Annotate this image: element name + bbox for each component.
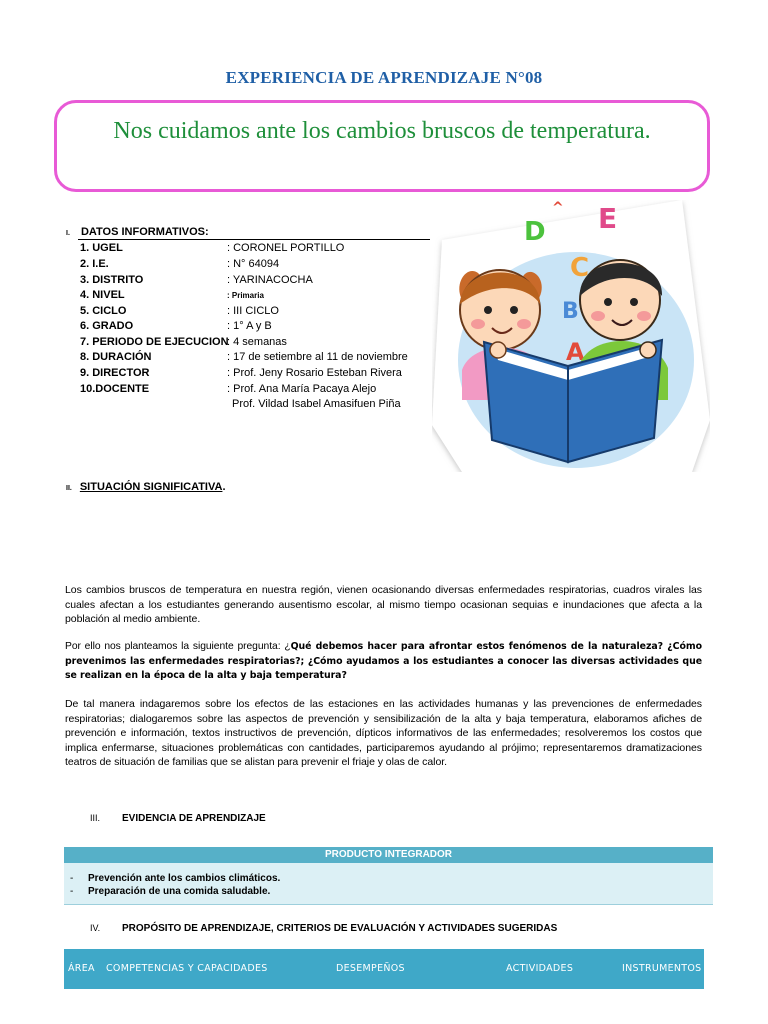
product-list [64,863,713,905]
product-item-text: Prevención ante los cambios climáticos. [88,873,281,884]
info-docente-second: Prof. Vildad Isabel Amasifuen Piña [232,398,401,410]
product-item-text: Preparación de una comida saludable. [88,886,271,897]
section-2-title: SITUACIÓN SIGNIFICATIVA [79,481,223,493]
info-label: 6. GRADO [80,320,134,332]
column-actividades: ACTIVIDADES [506,963,574,974]
info-value: : 4 semanas [227,336,287,348]
column-area: ÁREA [68,963,95,974]
evaluation-table-header [64,949,704,989]
section-2-heading: II. SITUACIÓN SIGNIFICATIVA. [66,481,226,493]
bullet-dash: - [70,873,74,884]
info-value: : Prof. Jeny Rosario Esteban Rivera [227,367,402,379]
info-label: 8. DURACIÓN [80,351,152,363]
question-intro: Por ello nos planteamos la siguiente pregunta: ¿ [65,641,291,652]
section-4-number: IV. [90,923,101,933]
info-value: : Prof. Ana María Pacaya Alejo [227,383,377,395]
guiding-questions: Qué debemos hacer para afrontar estos fenómenos de la naturaleza? ¿Cómo prevenimos las enfermedades respiratorias?; ¿Cómo ayudamos a los estudiantes a conocer las diversas actividades que se realizan en la época de la alta y baja temperatura? [65,641,702,682]
info-value: : CORONEL PORTILLO [227,242,345,254]
product-header: PRODUCTO INTEGRADOR [64,847,713,863]
info-label: 7. PERIODO DE EJECUCION [80,336,229,348]
info-value: : YARINACOCHA [227,274,313,286]
info-label: 9. DIRECTOR [80,367,150,379]
info-label: 2. I.E. [80,258,109,270]
info-label: 1. UGEL [80,242,123,254]
document-title: EXPERIENCIA DE APRENDIZAJE N°08 [225,68,543,87]
situation-paragraph-3: De tal manera indagaremos sobre los efectos de las estaciones en las actividades humanas y las prevenciones de enfermedades respiratorias; dialogaremos sobre las aspectos de prevención y sensibilización de la alta y baja temperatura, elaboramos afiches de prevención e información, textos instructivos de prevención, dípticos informativos de las enfermedades; resolveremos los costos que implica enfermarse, situaciones problemáticas con cantidades, participaremos ayudando al prójimo; representaremos dramatizaciones teatros de situación de familias que se alistan para prevenir el friaje y olas de calor. [65,698,702,769]
section-1-underline [78,239,430,240]
info-value: : Primaria [227,291,264,300]
section-1-title: DATOS INFORMATIVOS: [80,226,209,238]
product-item [70,873,280,884]
bullet-dash: - [70,886,74,897]
document-subtitle: Nos cuidamos ante los cambios bruscos de temperatura. [113,118,651,144]
info-value: : 17 de setiembre al 11 de noviembre [227,351,408,363]
section-4-title: PROPÓSITO DE APRENDIZAJE, CRITERIOS DE EVALUACIÓN Y ACTIVIDADES SUGERIDAS [122,923,558,934]
info-label: 3. DISTRITO [80,274,144,286]
children-reading-book-icon [432,200,710,472]
letter-c: C [570,253,590,283]
letter-d: D [524,217,546,247]
subtitle-frame [54,100,710,192]
section-3-number: III. [90,813,101,823]
section-1-heading [66,226,209,238]
info-label: 4. NIVEL [80,289,125,301]
section-4-heading [90,923,557,934]
section-3-title: EVIDENCIA DE APRENDIZAJE [122,813,266,824]
situation-paragraph-1: Los cambios bruscos de temperatura en nuestra región, vienen ocasionando diversas enfermedades respiratorias, cuadros virales las cuales afectan a los estudiantes generando ausentismo escolar, al mismo tiempo ocasionan sequias e inundaciones que afecta a la población al medio ambiente. [65,584,702,626]
info-value: : 1° A y B [227,320,272,332]
info-label: 10.DOCENTE [80,383,150,395]
section-2-number: II. [66,485,72,492]
info-label: 5. CICLO [80,305,127,317]
letter-b: B [562,299,579,324]
info-value: : III CICLO [227,305,279,317]
product-item [70,886,270,897]
column-instrumentos: INSTRUMENTOS [622,963,702,974]
column-competencias: COMPETENCIAS Y CAPACIDADES [106,963,268,974]
column-desempenos: DESEMPEÑOS [336,963,405,974]
letter-caret: ^ [552,200,564,216]
info-value: : N° 64094 [227,258,280,270]
section-3-heading [90,813,266,824]
section-1-number: I. [66,230,70,237]
letter-e: E [598,202,618,235]
situation-paragraph-2 [65,640,702,684]
letter-a: A [566,338,585,366]
